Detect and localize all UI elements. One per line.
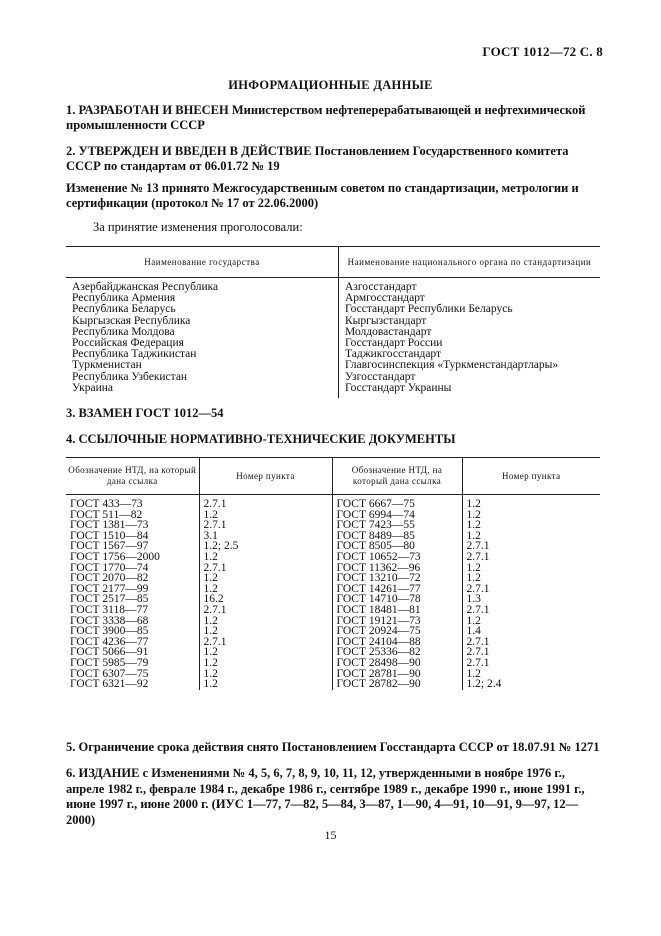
state-name-cell: Республика Таджикистан bbox=[66, 349, 339, 360]
ref-doc-cell: ГОСТ 14261—77 bbox=[332, 584, 462, 595]
ref-doc-cell: ГОСТ 6667—75 bbox=[332, 495, 462, 510]
ref-doc-cell: ГОСТ 5066—91 bbox=[66, 647, 199, 658]
standards-body-cell: Госстандарт Украины bbox=[345, 381, 452, 394]
ref-doc-cell: ГОСТ 8505—80 bbox=[332, 541, 462, 552]
ref-clause-cell: 1.2 bbox=[199, 658, 332, 669]
state-name-cell: Республика Армения bbox=[66, 293, 339, 304]
ref-doc-cell: ГОСТ 3900—85 bbox=[66, 626, 199, 637]
ref-doc-cell: ГОСТ 3338—68 bbox=[66, 616, 199, 627]
ref-clause-cell: 2.7.1 bbox=[466, 646, 490, 659]
ref-clause-cell: 1.2 bbox=[199, 573, 332, 584]
ref-clause-cell: 1.4 bbox=[466, 625, 481, 638]
ref-doc-cell: ГОСТ 2070—82 bbox=[66, 573, 199, 584]
ref-doc-cell: ГОСТ 1770—74 bbox=[66, 563, 199, 574]
ref-clause-cell: 2.7.1 bbox=[199, 637, 332, 648]
voted-intro: За принятие изменения проголосовали: bbox=[93, 220, 303, 234]
ref-clause-cell: 1.2 bbox=[199, 626, 332, 637]
states-header-row bbox=[66, 247, 600, 278]
standards-body-cell: Узгосстандарт bbox=[345, 370, 416, 383]
page-number: 15 bbox=[324, 828, 337, 842]
item-1-text: Министерством нефтеперерабатывающей и нефтехимической промышленности СССР bbox=[66, 103, 586, 132]
states-body bbox=[66, 278, 600, 399]
ref-doc-cell: ГОСТ 25336—82 bbox=[332, 647, 462, 658]
ref-doc-cell: ГОСТ 1510—84 bbox=[66, 531, 199, 542]
page-header: ГОСТ 1012—72 С. 8 bbox=[482, 44, 603, 59]
ref-doc-cell: ГОСТ 1381—73 bbox=[66, 520, 199, 531]
ref-doc-cell: ГОСТ 6994—74 bbox=[332, 510, 462, 521]
item-1-developed bbox=[66, 103, 600, 133]
ref-doc-cell: ГОСТ 1567—97 bbox=[66, 541, 199, 552]
item-2-lead: 2. УТВЕРЖДЕН И ВВЕДЕН В ДЕЙСТВИЕ bbox=[66, 144, 312, 158]
table-row bbox=[66, 679, 600, 690]
ref-doc-cell: ГОСТ 1756—2000 bbox=[66, 552, 199, 563]
state-name-cell: Кыргызская Республика bbox=[66, 316, 339, 327]
table-row bbox=[66, 372, 600, 383]
ref-clause-cell: 1.2; 2.5 bbox=[199, 541, 332, 552]
table-row bbox=[66, 605, 600, 616]
ref-clause-cell: 1.2 bbox=[466, 572, 481, 585]
state-name-cell: Республика Беларусь bbox=[66, 304, 339, 315]
table-row bbox=[66, 495, 600, 510]
table-row bbox=[66, 304, 600, 315]
ref-doc-cell: ГОСТ 11362—96 bbox=[332, 563, 462, 574]
ref-doc-cell: ГОСТ 13210—72 bbox=[332, 573, 462, 584]
document-title: ИНФОРМАЦИОННЫЕ ДАННЫЕ bbox=[228, 78, 433, 92]
ref-clause-cell: 1.2; 2.4 bbox=[466, 678, 502, 691]
table-row bbox=[66, 360, 600, 371]
states-col-body: Наименование национального органа по стандартизации bbox=[339, 247, 601, 278]
table-row bbox=[66, 658, 600, 669]
ref-clause-cell: 2.7.1 bbox=[199, 563, 332, 574]
item-3-replaces: 3. ВЗАМЕН ГОСТ 1012—54 bbox=[66, 406, 224, 420]
refs-col-doc-right: Обозначение НТД, на который дана ссылка bbox=[332, 458, 462, 495]
ref-doc-cell: ГОСТ 6321—92 bbox=[66, 679, 199, 690]
ref-doc-cell: ГОСТ 20924—75 bbox=[332, 626, 462, 637]
ref-doc-cell: ГОСТ 18481—81 bbox=[332, 605, 462, 616]
ref-doc-cell: ГОСТ 28781—90 bbox=[332, 669, 462, 680]
ref-clause-cell: 2.7.1 bbox=[466, 540, 490, 553]
standards-body-cell: Азгосстандарт bbox=[345, 281, 417, 293]
ref-clause-cell: 1.2 bbox=[199, 669, 332, 680]
ref-clause-cell: 1.2 bbox=[199, 584, 332, 595]
ref-clause-cell: 2.7.1 bbox=[466, 550, 490, 563]
ref-clause-cell: 1.2 bbox=[466, 614, 481, 627]
ref-doc-cell: ГОСТ 19121—73 bbox=[332, 616, 462, 627]
refs-col-clause-right: Номер пункта bbox=[462, 458, 600, 495]
state-name-cell: Российская Федерация bbox=[66, 338, 339, 349]
ref-doc-cell: ГОСТ 5985—79 bbox=[66, 658, 199, 669]
standards-body-cell: Госстандарт Республики Беларусь bbox=[345, 303, 513, 316]
ref-clause-cell: 1.2 bbox=[466, 508, 481, 521]
ref-doc-cell: ГОСТ 2517—85 bbox=[66, 594, 199, 605]
ref-clause-cell: 2.7.1 bbox=[466, 603, 490, 616]
standards-body-cell: Главгосинспекция «Туркменстандартлары» bbox=[345, 359, 559, 372]
table-row bbox=[66, 383, 600, 398]
item-4-references: 4. ССЫЛОЧНЫЕ НОРМАТИВНО-ТЕХНИЧЕСКИЕ ДОКУМЕНТЫ bbox=[66, 432, 456, 446]
ref-clause-cell: 2.7.1 bbox=[199, 495, 332, 510]
ref-doc-cell: ГОСТ 511—82 bbox=[66, 510, 199, 521]
ref-clause-cell: 1.2 bbox=[466, 667, 481, 680]
ref-doc-cell: ГОСТ 6307—75 bbox=[66, 669, 199, 680]
refs-col-doc-left: Обозначение НТД, на который дана ссылка bbox=[66, 458, 199, 495]
standards-body-cell: Госстандарт России bbox=[345, 337, 443, 350]
ref-doc-cell: ГОСТ 14710—78 bbox=[332, 594, 462, 605]
standards-body-cell: Молдовастандарт bbox=[345, 325, 432, 338]
ref-clause-cell: 1.3 bbox=[466, 593, 481, 606]
refs-header-row bbox=[66, 458, 600, 495]
state-name-cell: Республика Молдова bbox=[66, 327, 339, 338]
table-row bbox=[66, 552, 600, 563]
refs-body bbox=[66, 495, 600, 690]
ref-clause-cell: 1.2 bbox=[199, 647, 332, 658]
ref-clause-cell: 3.1 bbox=[199, 531, 332, 542]
ref-clause-cell: 2.7.1 bbox=[199, 605, 332, 616]
state-name-cell: Азербайджанская Республика bbox=[66, 278, 339, 294]
states-col-state: Наименование государства bbox=[66, 247, 339, 278]
ref-clause-cell: 1.2 bbox=[466, 498, 481, 510]
ref-clause-cell: 16.2 bbox=[199, 594, 332, 605]
standards-body-cell: Армгосстандарт bbox=[345, 292, 425, 305]
ref-doc-cell: ГОСТ 8489—85 bbox=[332, 531, 462, 542]
state-name-cell: Республика Узбекистан bbox=[66, 372, 339, 383]
ref-clause-cell: 1.2 bbox=[199, 616, 332, 627]
ref-doc-cell: ГОСТ 24104—88 bbox=[332, 637, 462, 648]
ref-doc-cell: ГОСТ 10652—73 bbox=[332, 552, 462, 563]
ref-doc-cell: ГОСТ 2177—99 bbox=[66, 584, 199, 595]
ref-clause-cell: 1.2 bbox=[199, 552, 332, 563]
item-6-edition: 6. ИЗДАНИЕ с Изменениями № 4, 5, 6, 7, 8, 9, 10, 11, 12, утвержденными в ноябре 1976 г., апреле 1982 г., феврале 1984 г., декабре 1986 г., сентябре 1989 г., декабре 1990 г., июне 1991 г., июне 1997 г., июне 2000 г. (ИУС 1—77, 7—82, 5—84, 3—87, 1—90, 4—91, 10—91, 9—97, 12—2000) bbox=[66, 766, 585, 827]
ref-doc-cell: ГОСТ 7423—55 bbox=[332, 520, 462, 531]
ref-doc-cell: ГОСТ 433—73 bbox=[66, 495, 199, 510]
ref-clause-cell: 1.2 bbox=[466, 519, 481, 532]
standards-body-cell: Таджикгосстандарт bbox=[345, 348, 442, 361]
references-table bbox=[66, 457, 600, 690]
ref-clause-cell: 1.2 bbox=[199, 679, 332, 690]
ref-clause-cell: 1.2 bbox=[466, 561, 481, 574]
ref-doc-cell: ГОСТ 28782—90 bbox=[332, 679, 462, 690]
states-table bbox=[66, 246, 600, 398]
ref-clause-cell: 1.2 bbox=[199, 510, 332, 521]
item-5-limitation: 5. Ограничение срока действия снято Постановлением Госстандарта СССР от 18.07.91 № 1271 bbox=[66, 740, 600, 754]
ref-doc-cell: ГОСТ 4236—77 bbox=[66, 637, 199, 648]
refs-col-clause-left: Номер пункта bbox=[199, 458, 332, 495]
ref-clause-cell: 1.2 bbox=[466, 529, 481, 542]
ref-doc-cell: ГОСТ 3118—77 bbox=[66, 605, 199, 616]
ref-doc-cell: ГОСТ 28498—90 bbox=[332, 658, 462, 669]
item-1-lead: 1. РАЗРАБОТАН И ВНЕСЕН bbox=[66, 103, 229, 117]
table-row bbox=[66, 278, 600, 294]
state-name-cell: Туркменистан bbox=[66, 360, 339, 371]
state-name-cell: Украина bbox=[66, 383, 339, 398]
ref-clause-cell: 2.7.1 bbox=[466, 656, 490, 669]
item-2-approved bbox=[66, 144, 600, 174]
ref-clause-cell: 2.7.1 bbox=[199, 520, 332, 531]
standards-body-cell: Кыргызстандарт bbox=[345, 314, 427, 327]
item-2-text: Постановлением Государственного комитета СССР по стандартам от 06.01.72 № 19 bbox=[66, 144, 569, 173]
ref-clause-cell: 2.7.1 bbox=[466, 635, 490, 648]
ref-clause-cell: 2.7.1 bbox=[466, 582, 490, 595]
change-13-note: Изменение № 13 принято Межгосударственным советом по стандартизации, метрологии и сертификации (протокол № 17 от 22.06.2000) bbox=[66, 181, 579, 210]
